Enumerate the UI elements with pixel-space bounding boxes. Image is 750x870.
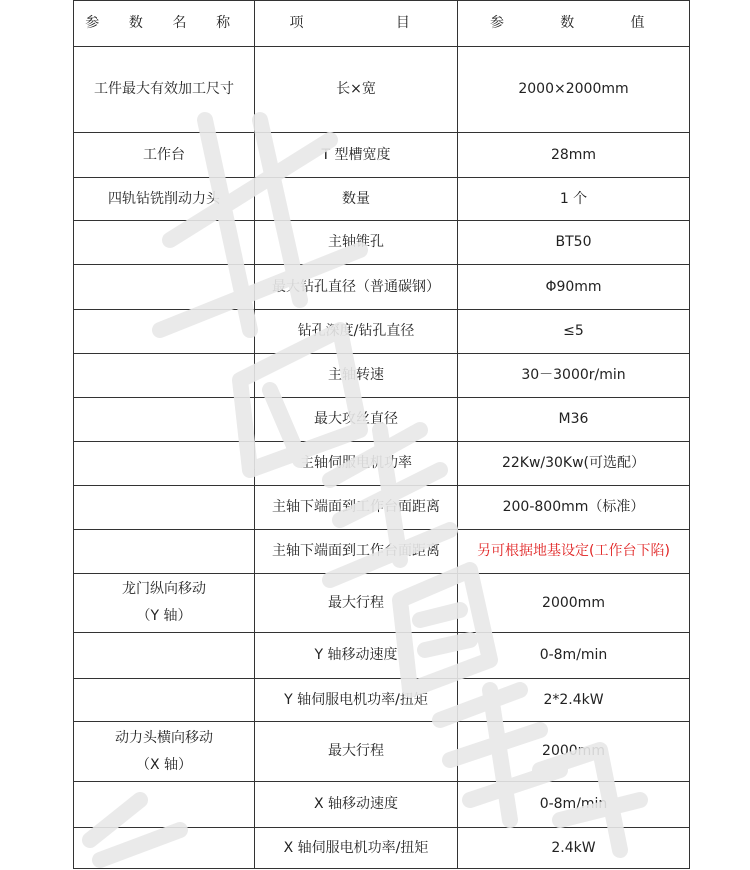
param-name-line: （Y 轴） — [136, 608, 192, 624]
value-cell: 2000×2000mm — [458, 47, 690, 133]
table-row — [74, 722, 690, 782]
param-name-cell — [74, 828, 255, 869]
table-row — [74, 310, 690, 354]
param-name-cell — [74, 486, 255, 530]
param-name-cell: 工作台 — [74, 133, 255, 178]
item-cell: 最大钻孔直径（普通碳钢） — [255, 265, 458, 310]
item-cell: Y 轴伺服电机功率/扭矩 — [255, 679, 458, 722]
table-row — [74, 828, 690, 869]
value-cell: Φ90mm — [458, 265, 690, 310]
value-cell: 30－3000r/min — [458, 354, 690, 398]
param-name-cell — [74, 574, 255, 633]
value-cell: 2000mm — [458, 574, 690, 633]
item-cell: T 型槽宽度 — [255, 133, 458, 178]
header-item: 项 目 — [255, 1, 458, 47]
value-cell: 1 个 — [458, 178, 690, 221]
spec-table — [73, 0, 690, 869]
item-cell: 主轴转速 — [255, 354, 458, 398]
table-row — [74, 486, 690, 530]
value-cell: M36 — [458, 398, 690, 442]
table-row — [74, 633, 690, 679]
table-row — [74, 574, 690, 633]
table-row — [74, 679, 690, 722]
table-row — [74, 265, 690, 310]
param-name-cell — [74, 310, 255, 354]
item-cell: 钻孔深度/钻孔直径 — [255, 310, 458, 354]
table-row — [74, 442, 690, 486]
item-cell: 主轴锥孔 — [255, 221, 458, 265]
param-name-cell — [74, 398, 255, 442]
param-name-cell: 工件最大有效加工尺寸 — [74, 47, 255, 133]
param-name-cell — [74, 722, 255, 782]
param-name-line: （X 轴） — [135, 756, 193, 773]
header-param-name: 参 数 名 称 — [74, 1, 255, 47]
value-cell: BT50 — [458, 221, 690, 265]
item-cell: 数量 — [255, 178, 458, 221]
value-cell: 2.4kW — [458, 828, 690, 869]
table-row — [74, 47, 690, 133]
table-row — [74, 354, 690, 398]
param-name-cell: 四轨钻铣削动力头 — [74, 178, 255, 221]
param-name-cell — [74, 633, 255, 679]
value-cell: ≤5 — [458, 310, 690, 354]
value-cell: 200-800mm（标准） — [458, 486, 690, 530]
item-cell: Y 轴移动速度 — [255, 633, 458, 679]
param-name-cell — [74, 442, 255, 486]
table-row — [74, 530, 690, 574]
header-row — [74, 1, 690, 47]
item-cell: 最大攻丝直径 — [255, 398, 458, 442]
param-name-cell — [74, 679, 255, 722]
value-cell: 28mm — [458, 133, 690, 178]
table-row — [74, 178, 690, 221]
header-value: 参 数 值 — [458, 1, 690, 47]
param-name-line: 动力头横向移动 — [115, 729, 213, 746]
param-name-cell — [74, 782, 255, 828]
table-row — [74, 221, 690, 265]
item-cell: 最大行程 — [255, 574, 458, 633]
value-cell: 2000mm — [458, 722, 690, 782]
item-cell: 最大行程 — [255, 722, 458, 782]
value-cell-highlight: 另可根据地基设定(工作台下陷) — [458, 530, 690, 574]
item-cell: X 轴移动速度 — [255, 782, 458, 828]
param-name-line: 龙门纵向移动 — [122, 581, 206, 598]
param-name-cell — [74, 530, 255, 574]
param-name-cell — [74, 265, 255, 310]
item-cell: 主轴下端面到工作台面距离 — [255, 486, 458, 530]
table-row — [74, 398, 690, 442]
item-cell: 主轴伺服电机功率 — [255, 442, 458, 486]
item-cell: 主轴下端面到工作台面距离 — [255, 530, 458, 574]
value-cell: 2*2.4kW — [458, 679, 690, 722]
param-name-cell — [74, 354, 255, 398]
value-cell: 22Kw/30Kw(可选配） — [458, 442, 690, 486]
table-row — [74, 133, 690, 178]
value-cell: 0-8m/min — [458, 633, 690, 679]
param-name-cell — [74, 221, 255, 265]
value-cell: 0-8m/min — [458, 782, 690, 828]
table-row — [74, 782, 690, 828]
item-cell: X 轴伺服电机功率/扭矩 — [255, 828, 458, 869]
item-cell: 长×宽 — [255, 47, 458, 133]
